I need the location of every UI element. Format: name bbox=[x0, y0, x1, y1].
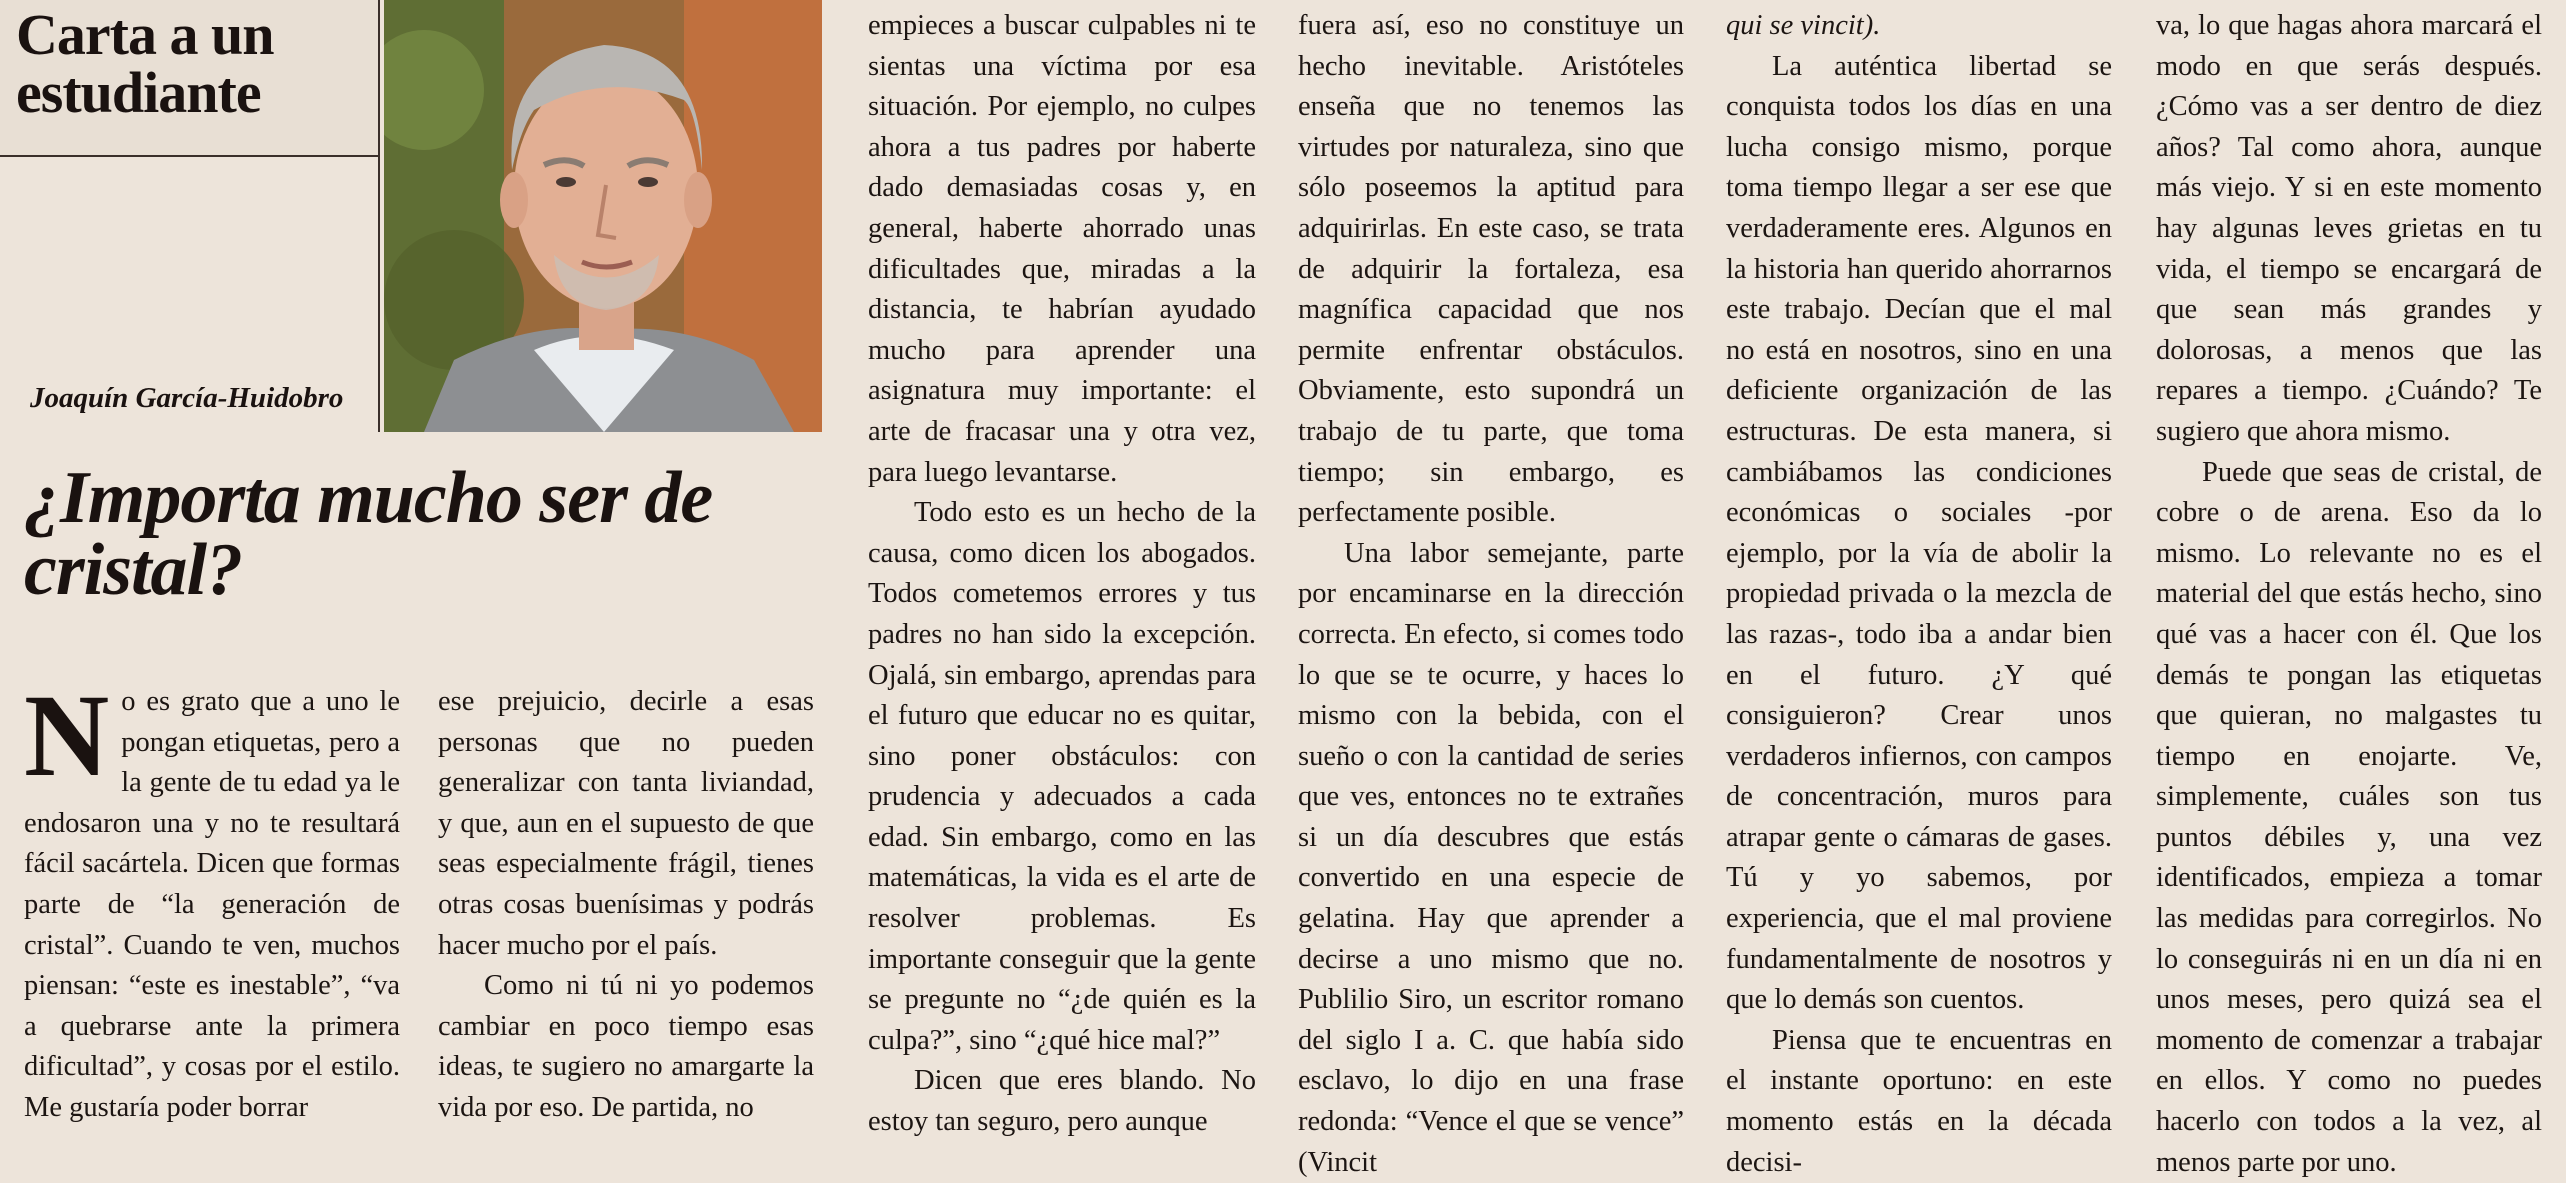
column-paragraph: fuera así, eso no constituye un hecho inevitable. Aristóteles enseña que no tenemos las virtudes por naturaleza, sino que sólo poseemos la aptitud para adquirirlas. En este caso, se trata de adquirir la fortaleza, esa magnífica capacidad que nos permite enfrentar obstáculos. Obviamente, esto supondrá un trabajo de tu parte, que toma tiempo; sin embargo, es perfectamente posible. bbox=[1298, 10, 1684, 529]
column-paragraph: Todo esto es un hecho de la causa, como dicen los abogados. Todos cometemos errores y tus padres no han sido la excepción. Ojalá, sin embargo, aprendas para el futuro que educar no es quitar, sino poner obstáculos: con prudencia y adecuados a cada edad. Sin embargo, como en las matemáticas, la vida es el arte de resolver problemas. Es importante conseguir que la gente se pregunte no “¿de quién es la culpa?”, sino “¿qué hice mal?” bbox=[868, 497, 1256, 1056]
article-column-5 bbox=[1726, 6, 2112, 1183]
article-column-3 bbox=[868, 6, 1256, 1143]
column-paragraph: empieces a buscar culpables ni te sientas una víctima por esa situación. Por ejemplo, no culpes ahora a tus padres por haberte dado demasiadas cosas y, en general, haberte ahorrado unas dificultades que, miradas a la distancia, te habrían ayudado mucho para aprender una asignatura muy importante: el arte de fracasar una y otra vez, para luego levantarse. bbox=[868, 10, 1256, 488]
author-byline: Joaquín García-Huidobro bbox=[30, 382, 344, 414]
column-paragraph: o es grato que a uno le pongan etiquetas, pero a la gente de tu edad ya le endosaron una y no te resultará fácil sacártela. Dicen que formas parte de “la generación de cristal”. Cuando te ven, muchos piensan: “este es inestable”, “va a quebrarse ante la primera dificultad”, y cosas por el estilo. Me gustaría poder borrar bbox=[24, 686, 400, 1123]
drop-cap: N bbox=[24, 670, 110, 801]
column-paragraph: ese prejuicio, decirle a esas personas que no pueden generalizar con tanta liviandad, y que, aun en el supuesto de que seas especialmente frágil, tienes otras cosas buenísimas y podrás hacer mucho por el país. bbox=[438, 686, 814, 961]
column-paragraph: Puede que seas de cristal, de cobre o de arena. Eso da lo mismo. Lo relevante no es el material del que estás hecho, sino qué vas a hacer con él. Que los demás te pongan las etiquetas que quieran, no malgastes tu tiempo en enojarte. Ve, simplemente, cuáles son tus puntos débiles y, una vez identificados, empieza a tomar las medidas para corregirlos. No lo conseguirás ni en un día ni en unos meses, pero quizá sea el momento de comenzar a trabajar en ellos. Y como no puedes hacerlo con todos a la vez, al menos parte por uno. bbox=[2156, 456, 2542, 1178]
section-header-box bbox=[0, 0, 380, 157]
article-column-2 bbox=[438, 682, 814, 1129]
column-paragraph: Como ni tú ni yo podemos cambiar en poco tiempo esas ideas, te sugiero no amargarte la vida por eso. De partida, no bbox=[438, 970, 814, 1123]
author-portrait bbox=[384, 0, 822, 432]
author-portrait-illustration bbox=[384, 0, 822, 432]
section-title: Carta a un estudiante bbox=[16, 2, 274, 125]
column-paragraph: qui se vincit). bbox=[1726, 10, 1881, 41]
article-column-4 bbox=[1298, 6, 1684, 1183]
article-column-1 bbox=[24, 670, 400, 1129]
column-paragraph: Piensa que te encuentras en el instante oportuno: en este momento estás en la década decisi- bbox=[1726, 1024, 2112, 1178]
column-paragraph: La auténtica libertad se conquista todos los días en una lucha consigo mismo, porque toma tiempo llegar a ser ese que verdaderamente eres. Algunos en la historia han querido ahorrarnos este trabajo. Decían que el mal no está en nosotros, sino en una deficiente organización de las estructuras. De esta manera, si cambiábamos las condiciones económicas o sociales -por ejemplo, por la vía de abolir la propiedad privada o la mezcla de las razas-, todo iba a andar bien en el futuro. ¿Y qué consiguieron? Crear unos verdaderos infiernos, con campos de concentración, muros para atrapar gente o cámaras de gases. Tú y yo sabemos, por experiencia, que el mal proviene fundamentalmente de nosotros y que lo demás son cuentos. bbox=[1726, 50, 2112, 1016]
column-paragraph: va, lo que hagas ahora marcará el modo en que serás después. ¿Cómo vas a ser dentro de diez años? Tal como ahora, aunque más viejo. Y si en este momento hay algunas leves grietas en tu vida, el tiempo se encargará de que sean más grandes y dolorosas, a menos que las repares a tiempo. ¿Cuándo? Te sugiero que ahora mismo. bbox=[2156, 10, 2542, 447]
column-paragraph: Dicen que eres blando. No estoy tan seguro, pero aunque bbox=[868, 1065, 1256, 1138]
article-headline: ¿Importa mucho ser de cristal? bbox=[24, 457, 713, 611]
column-paragraph: Una labor semejante, parte por encaminarse en la dirección correcta. En efecto, si comes todo lo que se te ocurre, y haces lo mismo con la bebida, con el sueño o con la cantidad de series que ves, entonces no te extrañes si un día descubres que estás convertido en una especie de gelatina. Hay que aprender a decirse a uno mismo que no. Publilio Siro, un escritor romano del siglo I a. C. que había sido esclavo, lo dijo en una frase redonda: “Vence el que se vence” (Vincit bbox=[1298, 537, 1684, 1178]
article-column-6 bbox=[2156, 6, 2542, 1183]
